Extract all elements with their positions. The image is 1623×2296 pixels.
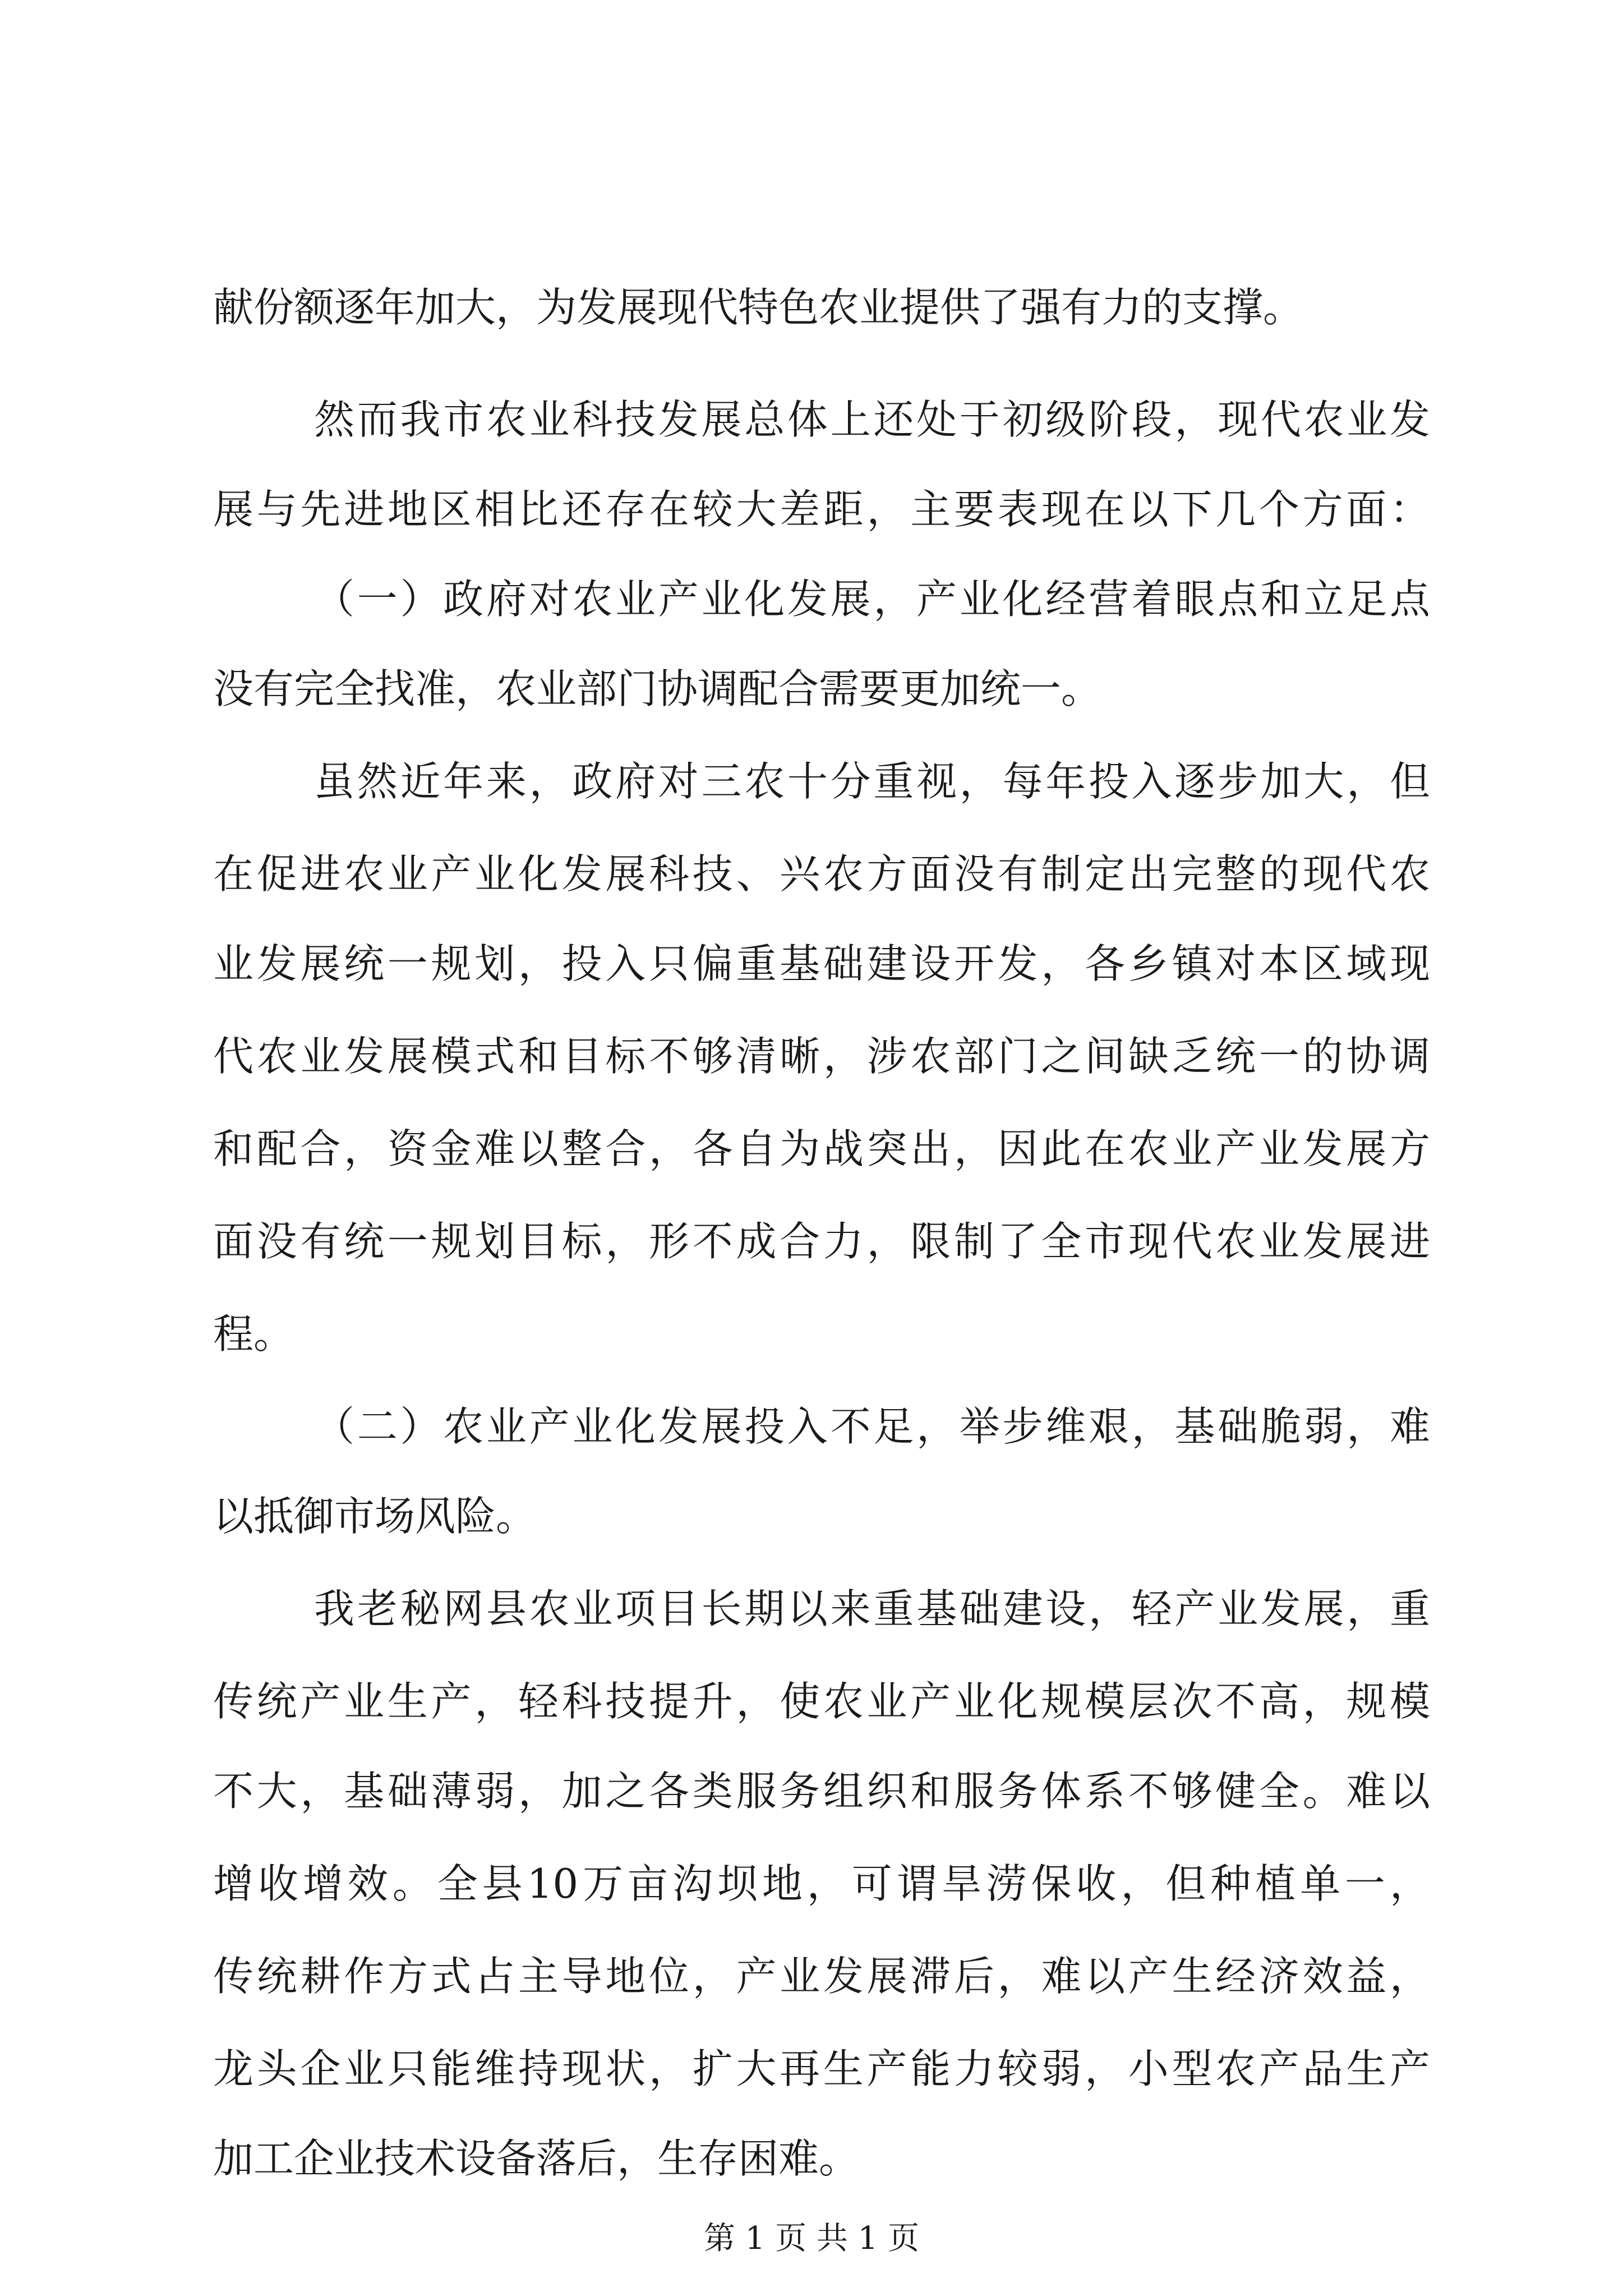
section-heading-line: （一）政府对农业产业化发展，产业化经营着眼点和立足点 — [314, 576, 1430, 623]
paragraph-first-line: 然而我市农业科技发展总体上还处于初级阶段，现代农业发 — [314, 396, 1430, 443]
section-heading-line: 以抵御市场风险。 — [213, 1493, 537, 1540]
text-line: 代农业发展模式和目标不够清晰，涉农部门之间缺乏统一的协调 — [213, 1033, 1430, 1080]
text-line: 程。 — [213, 1310, 294, 1358]
text-line: 展与先进地区相比还存在较大差距，主要表现在以下几个方面： — [213, 486, 1430, 533]
text-line: 增收增效。全县10万亩沟坝地，可谓旱涝保收，但种植单一， — [213, 1860, 1430, 1907]
paragraph-first-line: 虽然近年来，政府对三农十分重视，每年投入逐步加大，但 — [314, 758, 1430, 805]
section-heading-line: （二）农业产业化发展投入不足，举步维艰，基础脆弱，难 — [314, 1403, 1430, 1450]
text-line: 不大，基础薄弱，加之各类服务组织和服务体系不够健全。难以 — [213, 1768, 1430, 1815]
text-line: 面没有统一规划目标，形不成合力，限制了全市现代农业发展进 — [213, 1218, 1430, 1265]
text-line: 和配合，资金难以整合，各自为战突出，因此在农业产业发展方 — [213, 1125, 1430, 1172]
text-line: 传统耕作方式占主导地位，产业发展滞后，难以产生经济效益， — [213, 1953, 1430, 2000]
text-line: 传统产业生产，轻科技提升，使农业产业化规模层次不高，规模 — [213, 1678, 1430, 1725]
text-line: 在促进农业产业化发展科技、兴农方面没有制定出完整的现代农 — [213, 850, 1430, 898]
text-line: 献份额逐年加大，为发展现代特色农业提供了强有力的支撑。 — [213, 284, 1304, 331]
text-line: 龙头企业只能维持现状，扩大再生产能力较弱，小型农产品生产 — [213, 2045, 1430, 2092]
page-number-footer: 第 1 页 共 1 页 — [703, 2220, 920, 2257]
text-line: 业发展统一规划，投入只偏重基础建设开发，各乡镇对本区域现 — [213, 940, 1430, 987]
paragraph-first-line: 我老秘网县农业项目长期以来重基础建设，轻产业发展，重 — [314, 1585, 1430, 1632]
text-line: 加工企业技术设备落后，生存困难。 — [213, 2135, 860, 2182]
section-heading-line: 没有完全找准，农业部门协调配合需要更加统一。 — [213, 665, 1102, 712]
